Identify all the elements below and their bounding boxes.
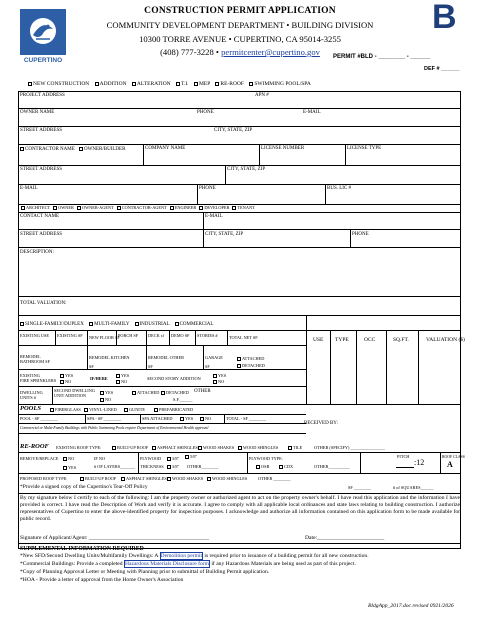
contact-email-field[interactable]: E-MAIL — [205, 214, 223, 219]
project-type-row — [28, 81, 311, 87]
sf-porch[interactable]: PORCH SF — [118, 333, 139, 338]
tear-off-policy-note: *Provide a signed copy of the Cupertino's Tear-Off Policy — [20, 484, 148, 490]
dwelling-no[interactable]: NO — [100, 397, 111, 402]
permit-number-label: PERMIT #BLD - ________ - ______ — [333, 54, 431, 60]
signature-field[interactable]: Signature of Applicant/Agent: ___________________________________________ — [20, 535, 210, 541]
type-pool-spa[interactable]: SWIMMING POOL/SPA — [249, 81, 311, 87]
description-field[interactable]: DESCRIPTION: — [20, 250, 54, 255]
footer-revision: BldgApp_2017.doc revised 0921/2026 — [368, 603, 454, 609]
roof-class-label: ROOF CLASS — [442, 455, 465, 459]
role-owner[interactable]: OWNER — [53, 205, 74, 210]
col-occ: OCC — [364, 337, 376, 343]
fire-sprinklers-label: EXISTING FIRE SPRINKLERS — [20, 373, 57, 383]
contact-city-field[interactable]: CITY, STATE, ZIP — [205, 232, 244, 237]
dwelling-yes[interactable]: YES — [100, 390, 113, 395]
spa-attached-yes[interactable]: YES — [180, 416, 193, 421]
ifhere-no[interactable]: NO — [116, 379, 127, 384]
type-new-construction[interactable]: NEW CONSTRUCTION — [28, 81, 89, 87]
supplemental-line-1: *New SFD/Second Dwelling Units/Multifamily Dwellings: A Demolition permit is required prior to issuance of a building permit for all new construction. — [20, 553, 369, 559]
plywood-type-other[interactable]: OTHER__________ — [314, 464, 350, 469]
supplemental-line-4: *HOA - Provide a letter of approval from the Home Owner's Association — [20, 577, 184, 583]
col-sqft: SQ.FT. — [393, 337, 409, 343]
form-letter-badge: B — [432, 0, 457, 36]
owner-phone-field[interactable]: PHONE — [197, 110, 214, 115]
proposed-asphalt[interactable]: ASPHALT SHINGLES — [121, 476, 167, 481]
license-number-field[interactable]: LICENSE NUMBER — [261, 146, 305, 151]
contact-phone-field[interactable]: PHONE — [352, 232, 369, 237]
owner-builder-option[interactable]: OWNER/BUILDER — [79, 147, 125, 152]
plywood-other[interactable]: OTHER________ — [187, 464, 219, 469]
plywood-osb[interactable]: OSB — [256, 464, 269, 469]
sf-existing[interactable]: EXISTING SF — [57, 333, 83, 338]
sf-deck[interactable]: DECK sf — [148, 333, 164, 338]
address-line: 10300 TORRE AVENUE • CUPERTINO, CA 95014-3255 — [139, 34, 341, 44]
role-engineer[interactable]: ENGINEER — [170, 205, 196, 210]
col-valuation: VALUATION ($) — [426, 337, 465, 343]
role-architect[interactable]: ARCHITECT — [21, 205, 50, 210]
pool-sf-field[interactable]: POOL - SF ________ — [20, 416, 58, 421]
remove-no[interactable]: NO — [63, 456, 74, 461]
apn-field[interactable]: APN # — [255, 93, 269, 98]
contact-street-field[interactable]: STREET ADDRESS — [20, 232, 62, 237]
pitch-value[interactable]: :12 — [414, 458, 425, 467]
plywood-label: PLYWOOD — [140, 456, 162, 461]
role-owner-agent[interactable]: OWNER-AGENT — [77, 205, 114, 210]
plywood-3-8[interactable]: 3/8" — [167, 456, 179, 461]
proposed-wood-shakes[interactable]: WOOD SHAKES — [167, 476, 203, 481]
hazmat-form-link[interactable]: Hazardous Materials Disclosure form — [124, 561, 209, 567]
spa-attached-label: SPA ATTACHED — [142, 416, 173, 421]
owner-email-field[interactable]: E-MAIL — [303, 110, 321, 115]
sf-stories[interactable]: STORIES # — [197, 333, 218, 338]
layers-field[interactable]: # OF LAYERS_______ — [94, 464, 136, 469]
remodel-bathroom-label: REMODEL BATHROOM SF — [20, 354, 50, 364]
contact-role-row — [21, 205, 255, 210]
existing-other[interactable]: OTHER (SPECIFY) ________________ — [314, 445, 385, 450]
role-developer[interactable]: DEVELOPER — [199, 205, 229, 210]
phone-number: (408) 777-3228 — [160, 47, 214, 57]
remodel-other-sf[interactable]: SF — [148, 364, 153, 369]
ifhere-yes[interactable]: YES — [116, 373, 129, 378]
owner-name-field[interactable]: OWNER NAME — [20, 110, 55, 115]
occ-industrial[interactable]: INDUSTRIAL — [135, 322, 170, 327]
thickness-3-8[interactable]: 3/8" — [167, 464, 179, 469]
if-no-label: IF NO — [94, 456, 106, 461]
sprinklers-no[interactable]: NO — [60, 379, 71, 384]
existing-asphalt[interactable]: ASPHALT SHINGLES — [152, 445, 198, 450]
separator: • — [215, 47, 219, 57]
occ-commercial[interactable]: COMMERCIAL — [175, 322, 214, 327]
contractor-name-option[interactable]: CONTRACTOR NAME — [20, 147, 75, 152]
plywood-5-8[interactable]: 5/8" — [185, 454, 197, 459]
contractor-street-field[interactable]: STREET ADDRESS — [20, 167, 62, 172]
proposed-wood-shingles[interactable]: WOOD SHINGLES — [207, 476, 247, 481]
second-story-label: SECOND STORY ADDITION — [147, 376, 201, 381]
remodel-other-label: REMODEL OTHER — [148, 355, 185, 360]
dwelling-other: OTHER — [194, 389, 211, 394]
roof-class-value: A — [447, 460, 453, 469]
pool-total-sf-field[interactable]: TOTAL - SF ________ — [226, 416, 267, 421]
type-alteration[interactable]: ALTERATION — [132, 81, 171, 87]
sf-total-net[interactable]: TOTAL NET SF — [229, 335, 258, 340]
received-by-field[interactable]: RECEIVED BY: — [304, 421, 338, 426]
supplemental-line-2: *Commercial Buildings: Provide a completed Hazardous Materials Disclosure form if any Hazardous Materials are being used as part of this project. — [20, 561, 356, 567]
sprinklers-ifhere: IF/HERE — [90, 376, 108, 381]
owner-city-field[interactable]: CITY, STATE, ZIP — [214, 128, 253, 133]
reroof-sf-field[interactable]: SF ________ — [348, 485, 372, 490]
pool-gunite[interactable]: GUNITE — [124, 407, 145, 412]
thickness-label: THICKNESS — [140, 464, 164, 469]
proposed-builtup[interactable]: BUILT-UP ROOF — [80, 476, 116, 481]
type-ti[interactable]: T.I. — [176, 81, 189, 87]
contractor-phone-field[interactable]: PHONE — [199, 186, 216, 191]
plywood-cdx[interactable]: CDX — [279, 464, 293, 469]
proposed-roof-type-label: PROPOSED ROOF TYPE: — [20, 476, 68, 481]
garage-attached[interactable]: ATTACHED — [237, 356, 264, 361]
sf-existing-use[interactable]: EXISTING USE — [20, 333, 50, 338]
total-valuation-field[interactable]: TOTAL VALUATION: — [20, 301, 67, 306]
certification-text: By my signature below I certify to each of the following: I am the property owner or authorized agent to act on the property owner's behalf. I have read this application and the information I have provided is correct. I have read the Description of Work and verify it is accurate. I agree to comply with all applicable local ordinances and state laws relating to building construction. I authorize representatives of Cupertino to enter the above-identified property for inspection purposes. I acknowledge and authorize all information contained on this application form to be made available for public record. — [20, 495, 460, 522]
role-tenant[interactable]: TENANT — [232, 205, 254, 210]
remodel-kitchen-label: REMODEL KITCHEN — [89, 355, 130, 360]
col-use: USE — [313, 337, 324, 343]
dwelling-units-label: DWELLING UNITS # — [20, 390, 43, 400]
remove-yes[interactable]: YES — [63, 465, 76, 470]
project-address-field[interactable]: PROJECT ADDRESS — [20, 93, 65, 98]
second-dwelling-label: SECOND DWELLING UNIT ADDITION — [54, 388, 95, 398]
existing-tile[interactable]: TILE — [288, 445, 302, 450]
garage-label: GARAGE — [205, 355, 223, 360]
contractor-email-field[interactable]: E-MAIL — [20, 186, 38, 191]
type-addition[interactable]: ADDITION — [95, 81, 127, 87]
supplemental-title: SUPPLEMENTAL INFORMATION REQUIRED — [20, 546, 144, 552]
pool-vinyl[interactable]: VINYL-LINED — [84, 407, 117, 412]
type-mep[interactable]: MEP — [194, 81, 210, 87]
contractor-city-field[interactable]: CITY, STATE, ZIP — [227, 167, 266, 172]
dwelling-detached[interactable]: DETACHED — [161, 390, 189, 395]
pitch-label: PITCH — [397, 454, 410, 459]
sf-new-floor[interactable]: NEW FLOOR SF — [89, 335, 120, 340]
email-link[interactable]: permitcenter@cupertino.gov — [221, 47, 320, 57]
occ-multi-family[interactable]: MULTI-FAMILY — [89, 322, 129, 327]
dwelling-sf[interactable]: S.F.______ — [173, 397, 193, 402]
garage-detached[interactable]: DETACHED — [237, 363, 265, 368]
reroof-label: RE-ROOF — [20, 443, 49, 450]
contractor-row — [20, 147, 125, 153]
supplemental-line-3: *Copy of Planning Approval Letter or Meeting with Planning prior to submittal of Building Permit application. — [20, 569, 270, 575]
plywood-type-label: PLYWOOD TYPE: — [249, 456, 283, 461]
owner-street-field[interactable]: STREET ADDRESS — [20, 128, 62, 133]
business-license-field[interactable]: BUS. LIC # — [327, 186, 352, 191]
demolition-permit-link[interactable]: Demolition permit — [160, 553, 203, 559]
def-number-label: DEF # ______ — [424, 66, 460, 72]
occupancy-row — [20, 322, 213, 328]
pool-health-note: Commercial or Multi-Family Buildings with Public Swimming Pools require Department of Environmental Health approval — [20, 426, 209, 430]
dwelling-attached[interactable]: ATTACHED — [132, 390, 159, 395]
form-title: CONSTRUCTION PERMIT APPLICATION — [144, 6, 336, 16]
role-contractor-agent[interactable]: CONTRACTOR-AGENT — [117, 205, 167, 210]
remove-replace-label: REMOVE/REPLACE — [20, 456, 59, 461]
date-field[interactable]: Date:________________________ — [305, 535, 385, 541]
existing-wood-shingles[interactable]: WOOD SHINGLES — [238, 445, 278, 450]
col-type: TYPE — [335, 337, 349, 343]
remodel-kitchen-sf[interactable]: SF — [89, 364, 94, 369]
logo-text: CUPERTINO — [23, 57, 63, 64]
spa-sf-field[interactable]: SPA - SF ________ — [87, 416, 121, 421]
company-name-field[interactable]: COMPANY NAME — [145, 146, 186, 151]
pool-prefab[interactable]: PREFABRICATED — [154, 407, 193, 412]
pool-fiberglass[interactable]: FIBERGLASS — [50, 407, 81, 412]
contact-name-field[interactable]: CONTACT NAME — [20, 214, 60, 219]
reroof-squares-field[interactable]: # of SQUARES______ — [393, 485, 434, 490]
license-type-field[interactable]: LICENSE TYPE — [347, 146, 382, 151]
sprinklers-yes[interactable]: YES — [60, 373, 73, 378]
second-story-no[interactable]: NO — [213, 379, 224, 384]
existing-builtup[interactable]: BUILT-UP ROOF — [112, 445, 148, 450]
spa-attached-no[interactable]: NO — [200, 416, 211, 421]
proposed-other[interactable]: OTHER ________ — [258, 476, 291, 481]
department-line: COMMUNITY DEVELOPMENT DEPARTMENT • BUILDING DIVISION — [106, 20, 374, 30]
pools-label: POOLS — [20, 405, 41, 412]
existing-roof-type-label: EXISTING ROOF TYPE: — [56, 445, 102, 450]
existing-wood-shakes[interactable]: WOOD SHAKES — [198, 445, 234, 450]
type-reroof[interactable]: RE-ROOF — [215, 81, 244, 87]
garage-sf[interactable]: SF — [205, 364, 210, 369]
sf-demo[interactable]: DEMO SF — [171, 333, 190, 338]
occ-single-family[interactable]: SINGLE-FAMILY/DUPLEX — [20, 322, 84, 327]
second-story-yes[interactable]: YES — [213, 373, 226, 378]
